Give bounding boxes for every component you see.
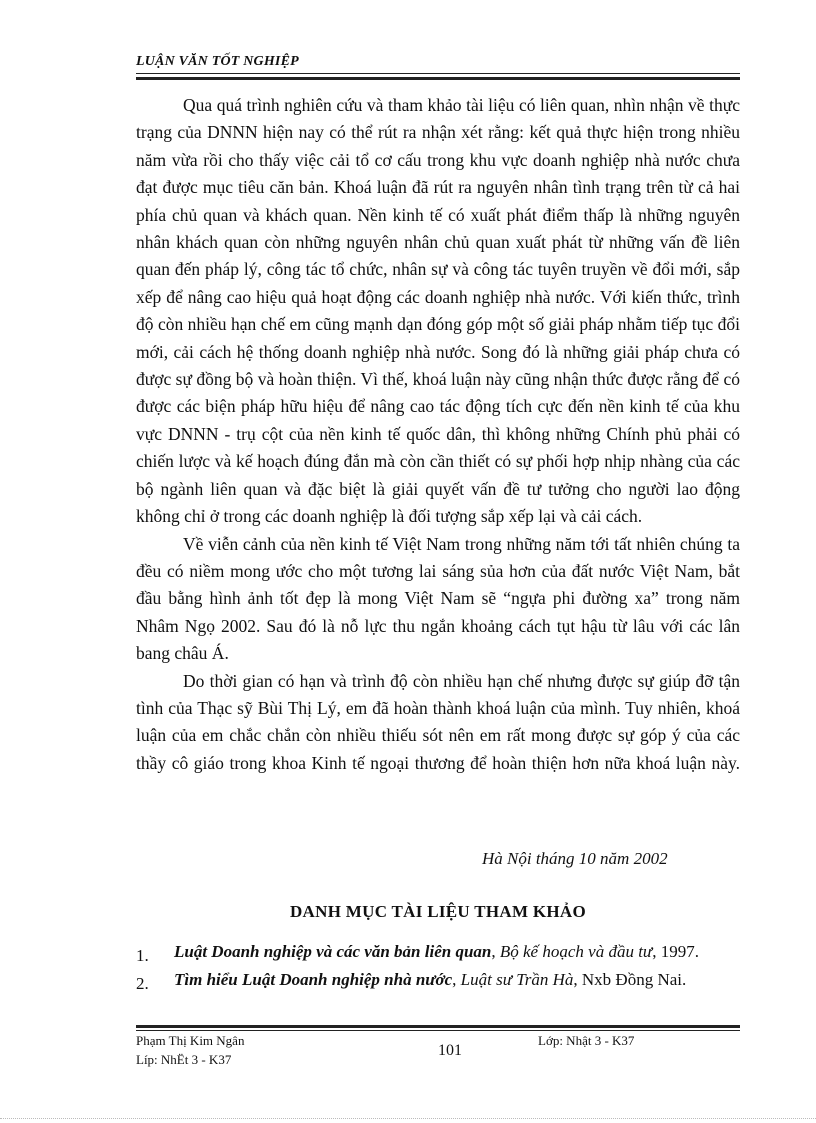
references-list xyxy=(136,938,756,994)
reference-item: 2. Tìm hiểu Luật Doanh nghiệp nhà nước, Luật sư Trần Hà, Nxb Đồng Nai. xyxy=(136,966,756,994)
reference-title: Tìm hiểu Luật Doanh nghiệp nhà nước xyxy=(174,970,453,989)
header-rule-thin xyxy=(136,73,740,74)
footer-rule-thin xyxy=(136,1030,740,1031)
body-text xyxy=(136,92,740,777)
reference-number: 2. xyxy=(136,974,149,993)
reference-details: , Nxb Đồng Nai. xyxy=(573,970,687,989)
footer-class-right: Lớp: Nhật 3 - K37 xyxy=(538,1033,635,1048)
footer-class-left: Líp: NhËt 3 - K37 xyxy=(136,1052,232,1067)
footer-rule-thick xyxy=(136,1025,740,1028)
page-number: 101 xyxy=(438,1042,462,1059)
reference-title: Luật Doanh nghiệp và các văn bản liên quan xyxy=(174,942,492,961)
reference-author: Bộ kế hoạch và đầu tư xyxy=(499,942,653,961)
reference-author: Luật sư Trần Hà xyxy=(460,970,574,989)
running-header: LUẬN VĂN TỐT NGHIỆP xyxy=(136,54,299,69)
date-signature: Hà Nội tháng 10 năm 2002 xyxy=(482,849,668,868)
page-edge-dotted-line xyxy=(0,1118,816,1119)
paragraph-acknowledgement: Do thời gian có hạn và trình độ còn nhiều hạn chế nhưng được sự giúp đỡ tận tình của Thạc sỹ Bùi Thị Lý, em đã hoàn thành khoá luận của mình. Tuy nhiên, khoá luận của em chắc chắn còn nhiều thiếu sót nên em rất mong được sự góp ý của các thầy cô giáo trong khoa Kinh tế ngoại thương để hoàn thiện hơn nữa khoá luận này. xyxy=(136,670,740,773)
footer-author: Phạm Thị Kim Ngân xyxy=(136,1033,245,1048)
references-title: DANH MỤC TÀI LIỆU THAM KHẢO xyxy=(289,902,587,921)
paragraph-conclusion: Qua quá trình nghiên cứu và tham khảo tài liệu có liên quan, nhìn nhận về thực trạng của DNNN hiện nay có thể rút ra nhận xét rằng: kết quả thực hiện trong nhiều năm vừa rồi cho thấy việc cải tổ cơ cấu trong khu vực doanh nghiệp nhà nước chưa đạt được mục tiêu căn bản. Khoá luận đã rút ra nguyên nhân tình trạng trên từ cả hai phía chủ quan và khách quan. Nền kinh tế có xuất phát điểm thấp là những nguyên nhân khách quan còn những nguyên nhân chủ quan xuất phát từ những vấn đề liên quan đến pháp lý, công tác tổ chức, nhân sự và công tác tuyên truyền về đổi mới, sắp xếp để nâng cao hiệu quả hoạt động các doanh nghiệp nhà nước. Với kiến thức, trình độ còn nhiều hạn chế em cũng mạnh dạn đóng góp một số giải pháp nhằm tiếp tục đổi mới, cải cách hệ thống doanh nghiệp nhà nước. Song đó là những giải pháp chưa có được sự đồng bộ và hoàn thiện. Vì thế, khoá luận này cũng nhận thức được rằng để có được các biện pháp hữu hiệu để nâng cao tác động tích cực đến nền kinh tế của khu vực DNNN - trụ cột của nền kinh tế quốc dân, thì không những Chính phủ phải có chiến lược và kế hoạch đúng đắn mà còn cần thiết có sự phối hợp nhịp nhàng của các bộ ngành liên quan và đặc biệt là giải quyết vấn đề tư tưởng cho người lao động không chỉ ở trong các doanh nghiệp là đối tượng sắp xếp lại và cải cách. xyxy=(136,95,740,527)
header-rule-thick xyxy=(136,77,740,80)
reference-item: 1. Luật Doanh nghiệp và các văn bản liên quan, Bộ kế hoạch và đầu tư, 1997. xyxy=(136,938,756,966)
reference-details: , 1997. xyxy=(652,942,699,961)
reference-number: 1. xyxy=(136,946,149,965)
paragraph-outlook: Về viễn cảnh của nền kinh tế Việt Nam trong những năm tới tất nhiên chúng ta đều có niềm mong ước cho một tương lai sáng sủa hơn của đất nước Việt Nam, bắt đầu bằng hình ảnh tốt đẹp là mong Việt Nam sẽ “ngựa phi đường xa” trong năm Nhâm Ngọ 2002. Sau đó là nỗ lực thu ngắn khoảng cách tụt hậu từ lâu với các lân bang châu Á. xyxy=(136,533,740,664)
